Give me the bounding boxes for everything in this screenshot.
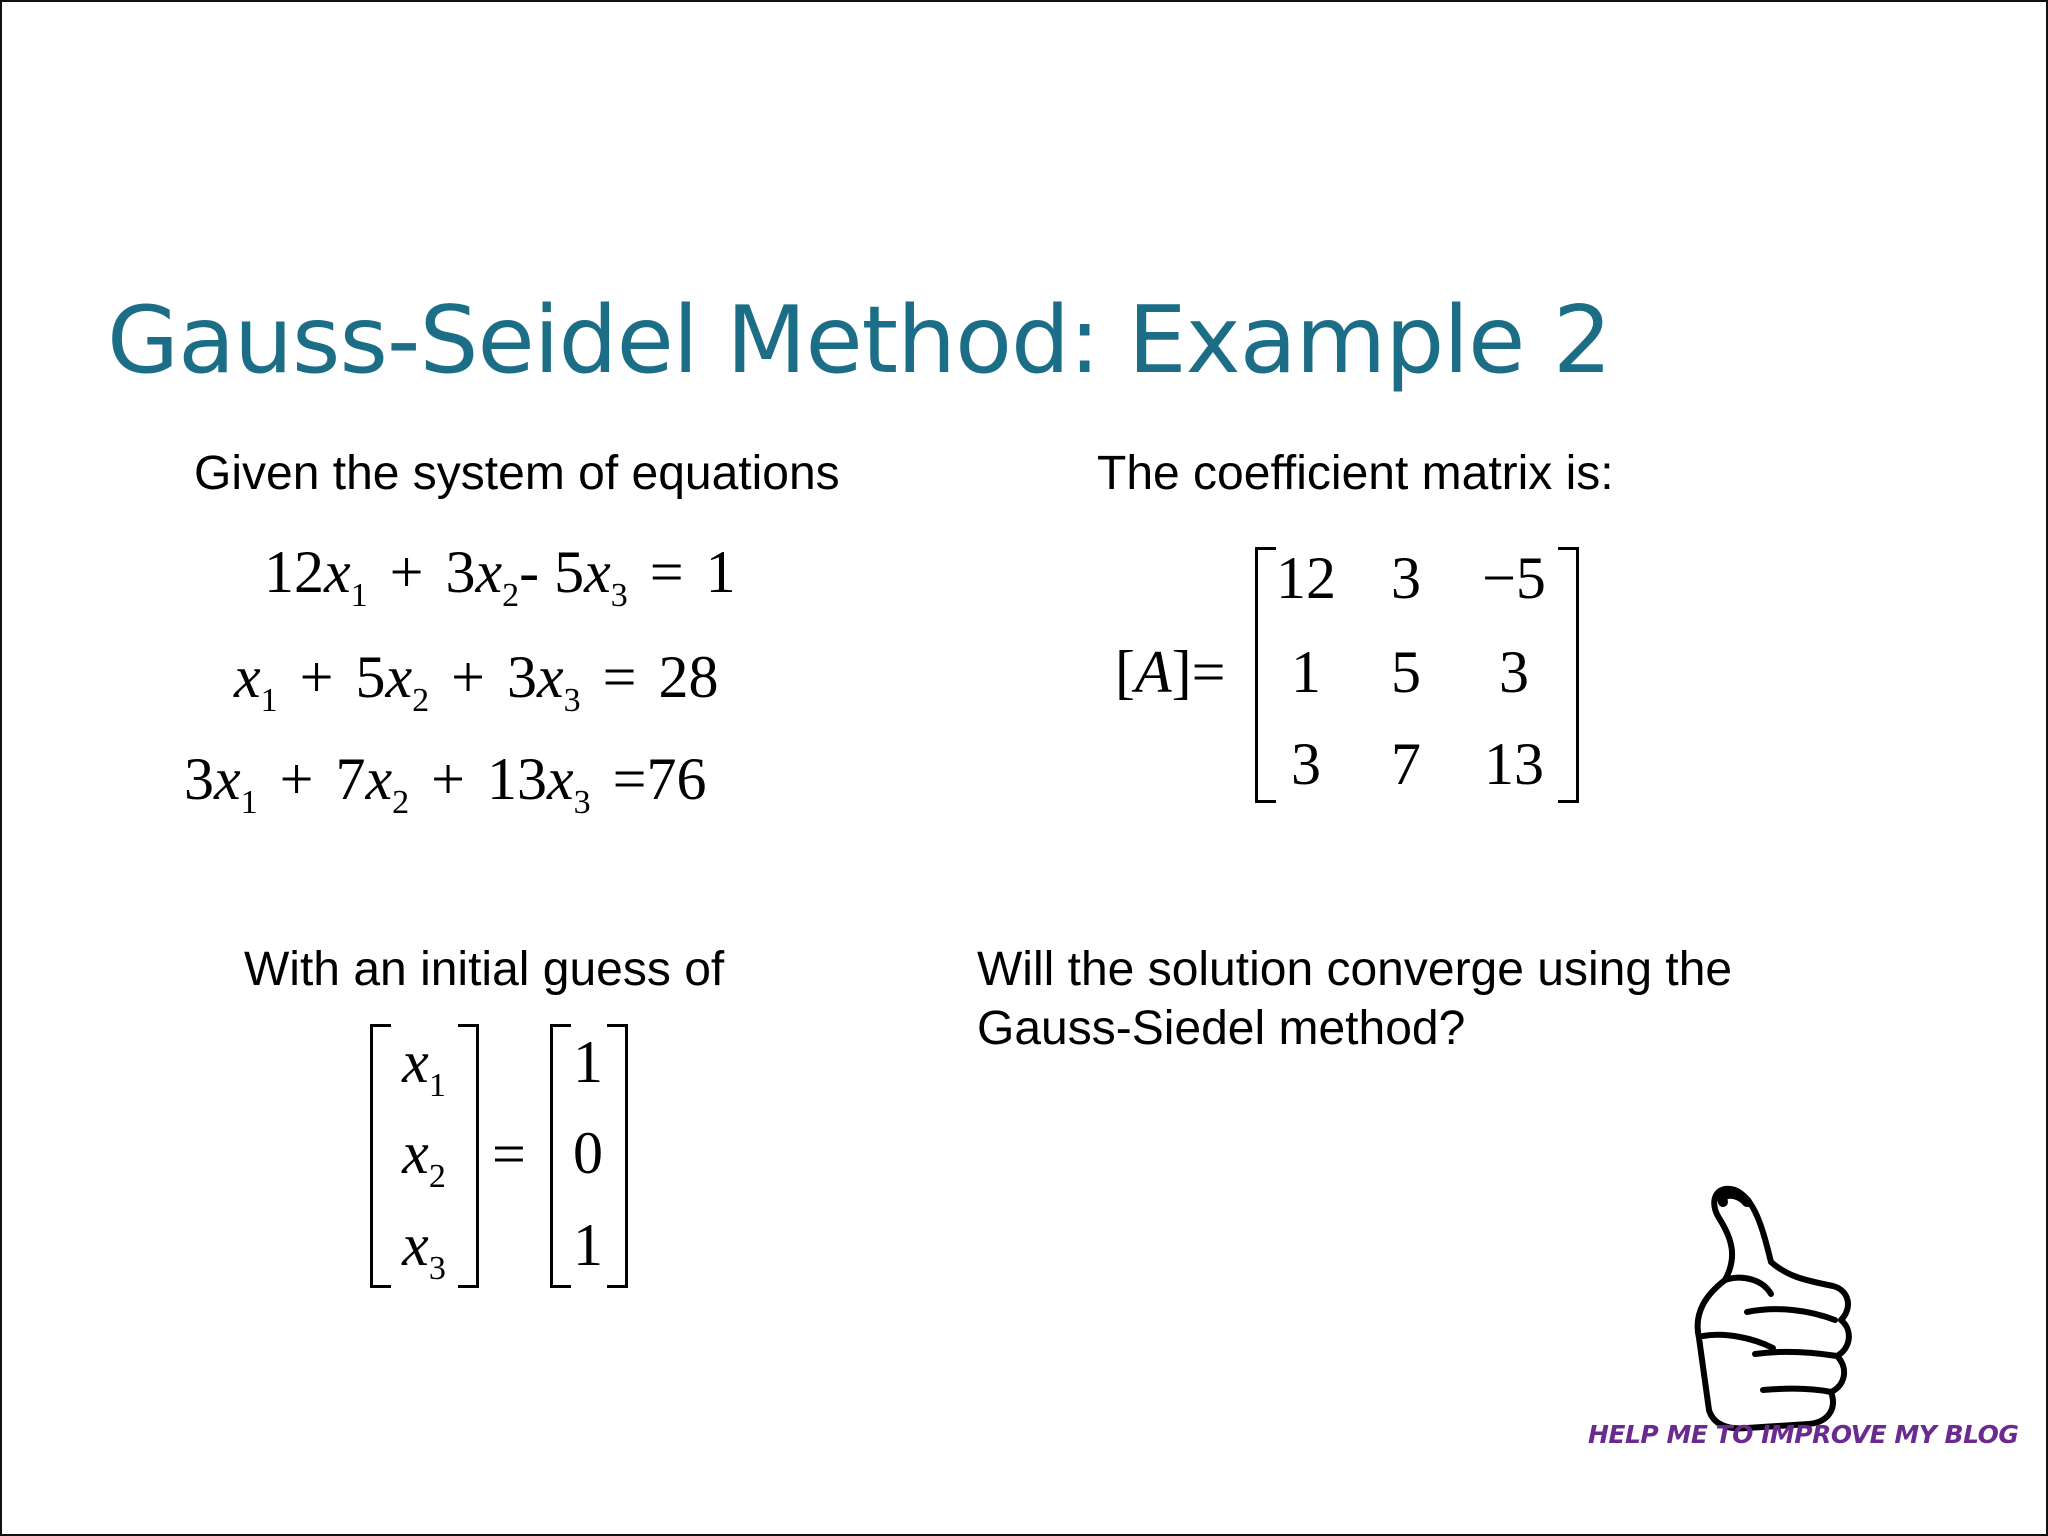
- matrix-a-cell: −5: [1482, 545, 1546, 611]
- initial-guess-label: With an initial guess of: [244, 943, 725, 996]
- guess-value: 1: [573, 1212, 603, 1278]
- blog-logo-text: HELP ME TO IMPROVE MY BLOG: [1588, 1420, 2019, 1449]
- matrix-a-symbol: [A]=: [1115, 639, 1226, 705]
- equation-1: $12x_1 + 3x_2-$ $5x_3 = 1$: [264, 539, 736, 614]
- coefficient-matrix-label: The coefficient matrix is:: [1097, 447, 1614, 500]
- guess-variable: $x_2$: [402, 1120, 446, 1195]
- matrix-a-cell: 5: [1391, 639, 1421, 705]
- convergence-question-line-2: Gauss-Siedel method?: [977, 1002, 1466, 1055]
- matrix-a-cell: 1: [1291, 639, 1321, 705]
- guess-equals-sign: =: [492, 1121, 526, 1187]
- matrix-a-cell: 3: [1499, 639, 1529, 705]
- equation-3: $3x_1 + 7x_2 + 13x_3 =76$: [184, 746, 707, 821]
- matrix-a-cell: 7: [1391, 731, 1421, 797]
- guess-value: 1: [573, 1029, 603, 1095]
- guess-variable: $x_1$: [402, 1029, 446, 1104]
- thumbs-up-icon: [1587, 1162, 1927, 1462]
- convergence-question-line-1: Will the solution converge using the: [977, 943, 1733, 996]
- guess-variable: $x_3$: [402, 1212, 446, 1287]
- matrix-a-cell: 3: [1291, 731, 1321, 797]
- given-label: Given the system of equations: [194, 447, 840, 500]
- equation-2: $x_1 + 5x_2 + 3x_3 = 28$: [234, 644, 719, 719]
- guess-value: 0: [573, 1120, 603, 1186]
- slide-title: Gauss-Seidel Method: Example 2: [107, 286, 1612, 394]
- matrix-a-cell: 12: [1276, 545, 1336, 611]
- matrix-a-cell: 13: [1484, 731, 1544, 797]
- matrix-a-cell: 3: [1391, 545, 1421, 611]
